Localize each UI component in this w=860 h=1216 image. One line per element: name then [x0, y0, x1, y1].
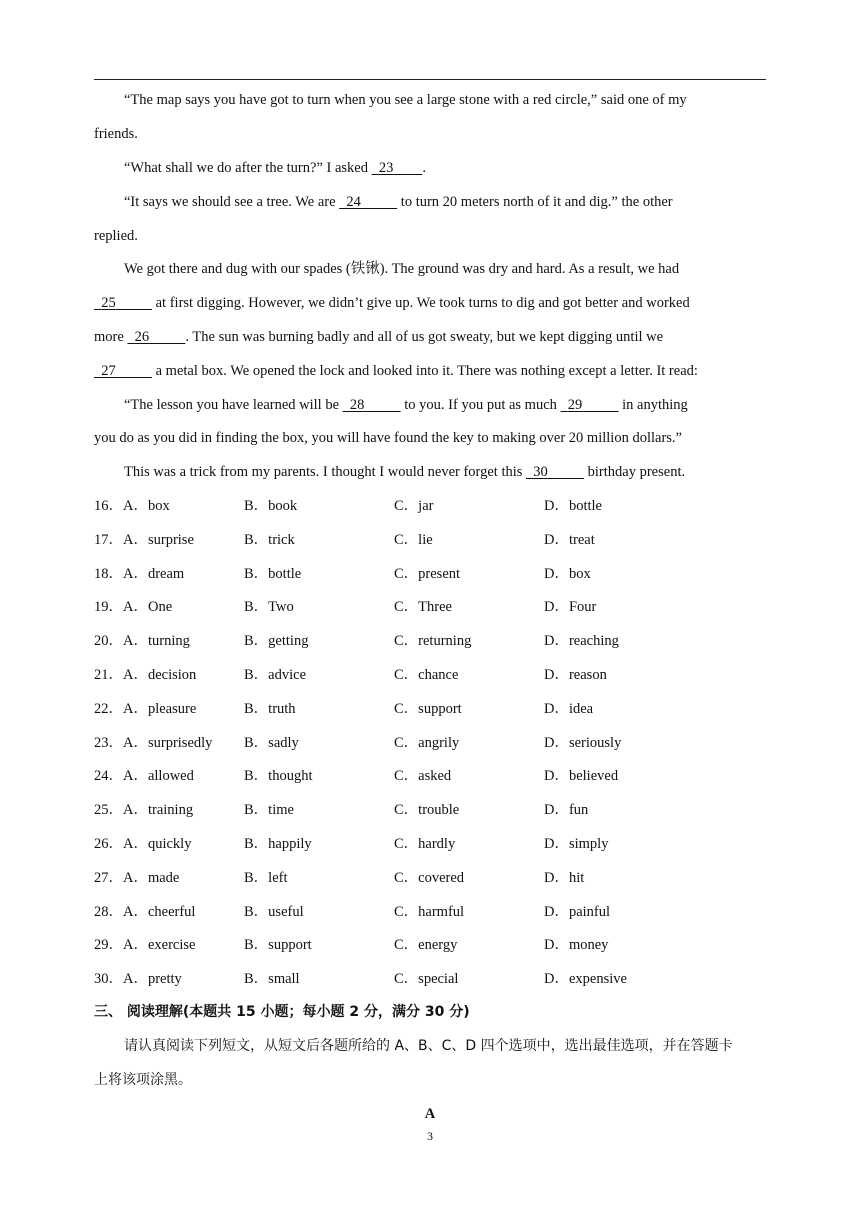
option-d: D．believed: [544, 768, 619, 784]
option-b: B．small: [244, 971, 300, 987]
text: “The lesson you have learned will be: [124, 397, 343, 413]
option-d: D．seriously: [544, 735, 622, 751]
passage-line: friends.: [94, 126, 138, 142]
instruction-line: 上将该项涂黑。: [94, 1072, 192, 1088]
option-a: 26．A．quickly: [94, 836, 192, 852]
instruction-line: 请认真阅读下列短文，从短文后各题所给的 A、B、C、D 四个选项中，选出最佳选项，并在答题卡: [124, 1038, 733, 1054]
option-b: B．bottle: [244, 566, 302, 582]
option-b: B．advice: [244, 667, 307, 683]
blank-25: [94, 293, 152, 313]
option-b: B．book: [244, 498, 298, 514]
passage-line: [94, 462, 804, 482]
option-b: B．left: [244, 870, 288, 886]
option-c: C．chance: [394, 667, 459, 683]
option-d: D．treat: [544, 532, 595, 548]
option-b: B．support: [244, 937, 312, 953]
option-c: C．special: [394, 971, 459, 987]
option-a: 18．A．dream: [94, 566, 185, 582]
blank-24: [339, 192, 397, 212]
option-c: C．returning: [394, 633, 472, 649]
text: “What shall we do after the turn?” I asked: [124, 160, 372, 176]
text: “It says we should see a tree. We are: [124, 194, 340, 210]
blank-30: [526, 462, 584, 482]
option-d: D．idea: [544, 701, 594, 717]
text: . The sun was burning badly and all of us got sweaty, but we kept digging until we: [185, 329, 664, 345]
blank-number: 29: [567, 397, 583, 413]
text: in anything: [618, 397, 688, 413]
passage-line: you do as you did in finding the box, you will have found the key to making over 20 million dollars.”: [94, 430, 682, 446]
blank-29: [561, 395, 619, 415]
blank-number: 23: [378, 160, 394, 176]
option-c: C．lie: [394, 532, 433, 548]
option-a: 29．A．exercise: [94, 937, 196, 953]
option-b: B．thought: [244, 768, 313, 784]
option-d: D．reason: [544, 667, 607, 683]
passage-line: [94, 158, 804, 178]
option-c: C．hardly: [394, 836, 456, 852]
section-heading: 三、 阅读理解(本题共 15 小题；每小题 2 分，满分 30 分): [94, 1004, 470, 1020]
option-d: D．Four: [544, 599, 597, 615]
option-b: B．sadly: [244, 735, 299, 751]
option-a: 20．A．turning: [94, 633, 190, 649]
option-c: C．present: [394, 566, 461, 582]
option-c: C．angrily: [394, 735, 460, 751]
option-a: 25．A．training: [94, 802, 194, 818]
option-c: C．support: [394, 701, 462, 717]
text: birthday present.: [584, 464, 686, 480]
option-b: B．getting: [244, 633, 309, 649]
option-a: 22．A．pleasure: [94, 701, 197, 717]
option-a: 27．A．made: [94, 870, 180, 886]
text: This was a trick from my parents. I thought I would never forget this: [124, 464, 527, 480]
option-d: D．money: [544, 937, 609, 953]
option-a: 30．A．pretty: [94, 971, 182, 987]
option-c: C．covered: [394, 870, 465, 886]
option-b: B．happily: [244, 836, 312, 852]
option-d: D．painful: [544, 904, 611, 920]
option-c: C．harmful: [394, 904, 465, 920]
page-number: 3: [427, 1129, 433, 1143]
option-d: D．box: [544, 566, 591, 582]
option-a: 23．A．surprisedly: [94, 735, 213, 751]
passage-line: replied.: [94, 228, 138, 244]
option-d: D．hit: [544, 870, 585, 886]
blank-number: 27: [101, 363, 116, 379]
blank-number: 25: [101, 295, 116, 311]
option-a: 17．A．surprise: [94, 532, 194, 548]
option-c: C．jar: [394, 498, 434, 514]
blank-27: [94, 361, 152, 381]
passage-line: [94, 361, 774, 381]
option-c: C．asked: [394, 768, 452, 784]
option-d: D．reaching: [544, 633, 619, 649]
text: at first digging. However, we didn’t give up. We took turns to dig and got better and worked: [152, 295, 690, 311]
option-d: D．bottle: [544, 498, 602, 514]
option-a: 21．A．decision: [94, 667, 197, 683]
option-d: D．fun: [544, 802, 589, 818]
option-b: B．time: [244, 802, 294, 818]
option-a: 16．A．box: [94, 498, 170, 514]
passage-line: [94, 327, 774, 347]
text: more: [94, 329, 128, 345]
passage-line: “The map says you have got to turn when you see a large stone with a red circle,” said one of my: [124, 92, 687, 108]
text: to you. If you put as much: [400, 397, 561, 413]
option-a: 19．A．One: [94, 599, 173, 615]
option-a: 24．A．allowed: [94, 768, 194, 784]
blank-number: 30: [533, 464, 548, 480]
option-c: C．energy: [394, 937, 458, 953]
option-c: C．trouble: [394, 802, 460, 818]
text: .: [422, 160, 426, 176]
blank-23: [372, 158, 423, 178]
blank-number: 24: [346, 194, 361, 210]
option-b: B．Two: [244, 599, 294, 615]
option-d: D．expensive: [544, 971, 627, 987]
passage-line: [94, 395, 804, 415]
blank-number: 28: [349, 397, 365, 413]
text: to turn 20 meters north of it and dig.” the other: [397, 194, 673, 210]
option-b: B．truth: [244, 701, 296, 717]
option-b: B．trick: [244, 532, 295, 548]
passage-line: [94, 293, 774, 313]
option-a: 28．A．cheerful: [94, 904, 196, 920]
option-b: B．useful: [244, 904, 304, 920]
blank-26: [127, 327, 185, 347]
passage-line: We got there and dug with our spades (铁锹). The ground was dry and hard. As a result, we had: [124, 261, 680, 277]
blank-28: [343, 395, 401, 415]
passage-line: [94, 192, 804, 212]
passage-label: A: [424, 1106, 436, 1122]
header-rule: [94, 79, 766, 80]
text: a metal box. We opened the lock and looked into it. There was nothing except a letter. It read:: [152, 363, 698, 379]
option-c: C．Three: [394, 599, 452, 615]
option-d: D．simply: [544, 836, 609, 852]
blank-number: 26: [134, 329, 150, 345]
